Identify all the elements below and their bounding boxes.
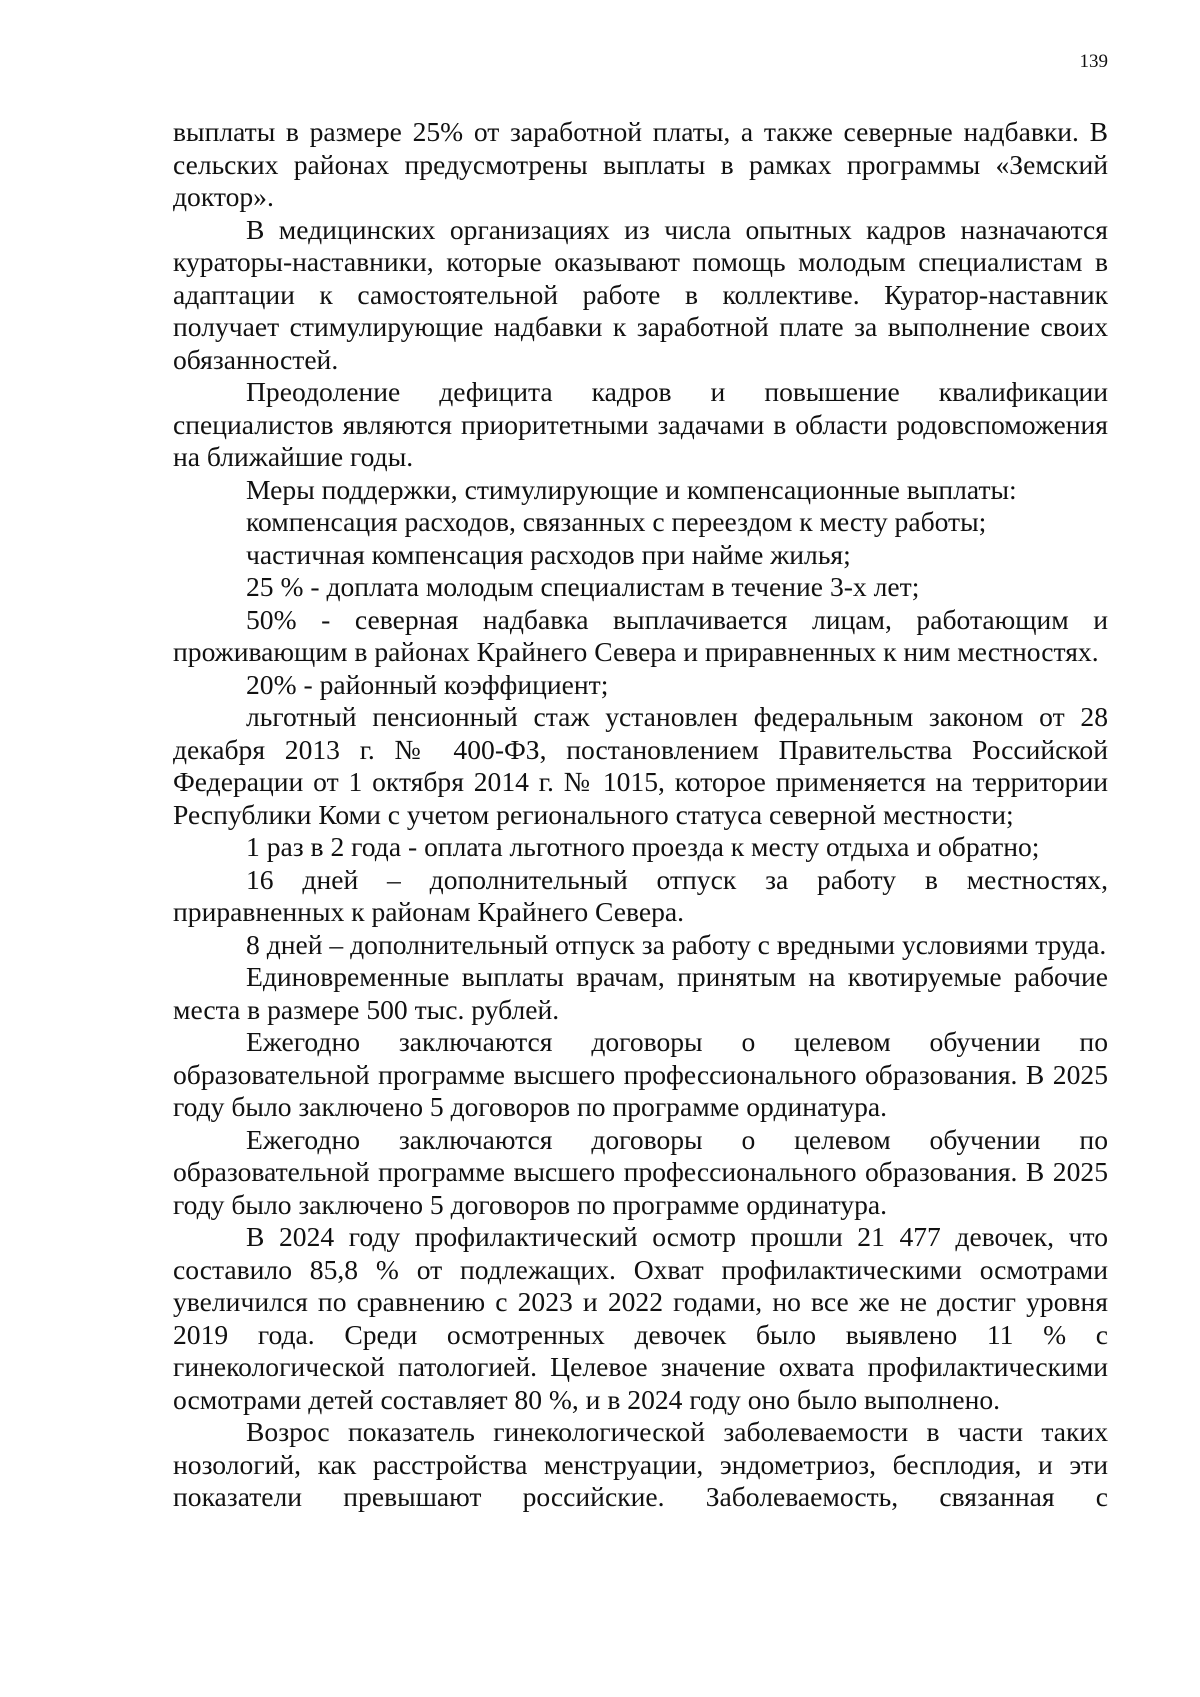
list-item: 25 % - доплата молодым специалистам в течение 3-х лет;: [246, 571, 920, 602]
list-item: частичная компенсация расходов при найме жилья;: [246, 538, 851, 570]
paragraph: В 2024 году профилактический осмотр прошли 21 477 девочек, что составило 85,8 % от подлежащих. Охват профилактическими осмотрами увеличился по сравнению с 2023 и 2022 годами, но все же не достиг уровня 2019 года. Среди осмотренных девочек было выявлено 11 % с гинекологической патологией. Целевое значение охвата профилактическими осмотрами детей составляет 80 %, и в 2024 году оно было выполнено.: [173, 1221, 1108, 1415]
document-body: [173, 116, 1108, 1514]
paragraph: Единовременные выплаты врачам, принятым на квотируемые рабочие места в размере 500 тыс. рублей.: [173, 961, 1108, 1025]
list-item: компенсация расходов, связанных с переездом к месту работы;: [246, 506, 987, 537]
paragraph: Преодоление дефицита кадров и повышение квалификации специалистов являются приоритетными задачами в области родовспоможения на ближайшие годы.: [173, 376, 1108, 472]
list-item: льготный пенсионный стаж установлен федеральным законом от 28 декабря 2013 г. № 400-ФЗ, постановлением Правительства Российской Федерации от 1 октября 2014 г. № 1015, которое применяется на территории Республики Коми с учетом регионального статуса северной местности;: [173, 701, 1108, 830]
page-number: 139: [1079, 51, 1108, 72]
paragraph: В медицинских организациях из числа опытных кадров назначаются кураторы-наставники, которые оказывают помощь молодым специалистам в адаптации к самостоятельной работе в коллективе. Куратор-наставник получает стимулирующие надбавки к заработной плате за выполнение своих обязанностей.: [173, 213, 1108, 375]
paragraph: выплаты в размере 25% от заработной платы, а также северные надбавки. В сельских районах предусмотрены выплаты в рамках программы «Земский доктор».: [173, 116, 1108, 212]
paragraph: Возрос показатель гинекологической заболеваемости в части таких нозологий, как расстройства менструации, эндометриоз, бесплодия, и эти показатели превышают российские. Заболеваемость, связанная с: [173, 1416, 1108, 1512]
paragraph: Меры поддержки, стимулирующие и компенсационные выплаты:: [246, 473, 1017, 505]
list-item: 20% - районный коэффициент;: [246, 668, 609, 700]
list-item: 8 дней – дополнительный отпуск за работу с вредными условиями труда.: [246, 928, 1107, 960]
list-item: 16 дней – дополнительный отпуск за работу в местностях, приравненных к районам Крайнего Севера.: [173, 863, 1108, 927]
paragraph: Ежегодно заключаются договоры о целевом обучении по образовательной программе высшего профессионального образования. В 2025 году было заключено 5 договоров по программе ординатура.: [173, 1026, 1108, 1122]
list-item: 50% - северная надбавка выплачивается лицам, работающим и проживающим в районах Крайнего Севера и приравненных к ним местностях.: [173, 603, 1108, 667]
paragraph: Ежегодно заключаются договоры о целевом обучении по образовательной программе высшего профессионального образования. В 2025 году было заключено 5 договоров по программе ординатура.: [173, 1123, 1108, 1220]
list-item: 1 раз в 2 года - оплата льготного проезда к месту отдыха и обратно;: [246, 831, 1040, 862]
